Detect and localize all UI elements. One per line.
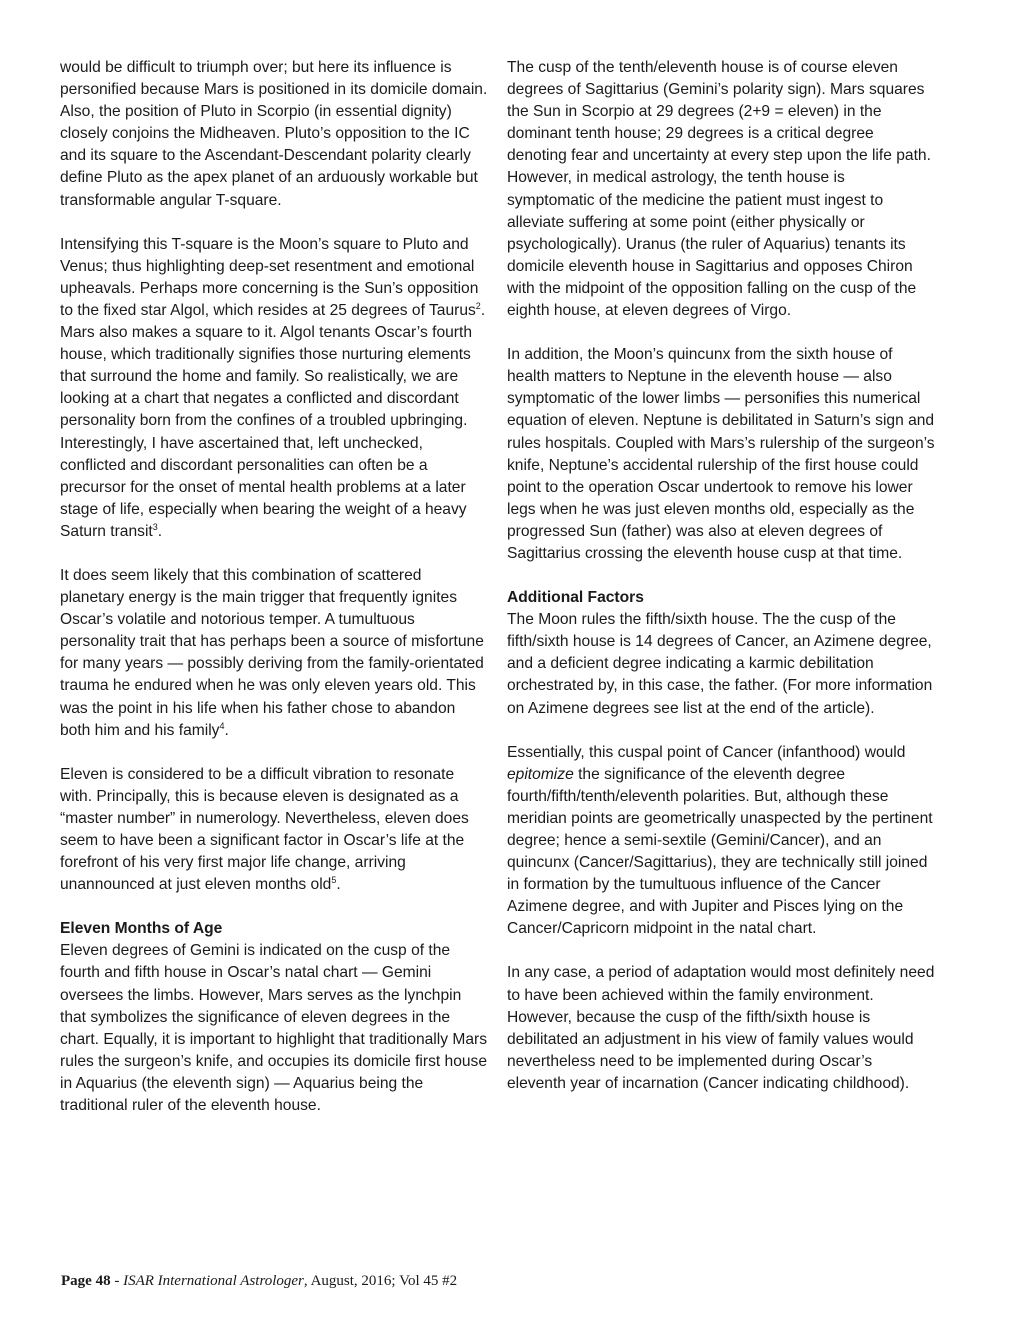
footnote-ref: 3 — [152, 521, 158, 532]
paragraph: The Moon rules the fifth/sixth house. The the cusp of the fifth/sixth house is 14 degrees of Cancer, an Azimene degree, and a deficient degree indicating a karmic debilitation orchestrated by, in this case, the father. (For more information on Azimene degrees see list at the end of the article). — [507, 611, 933, 717]
text-run: . — [157, 522, 163, 540]
section-heading: Additional Factors — [507, 589, 644, 607]
text-run: Intensifying this T-square is the Moon’s square to Pluto and Venus; thus highlighting deep-set resentment and emotional upheavals. Perhaps more concerning is the Sun’s opposition to the fixed star Algol, which resides at 25 degrees of Taurus — [60, 235, 479, 319]
text-run: . — [224, 721, 229, 739]
text-run: Essentially, this cuspal point of Cancer (infanthood) would — [507, 743, 906, 761]
page-footer — [61, 1273, 457, 1290]
left-column — [60, 57, 488, 1117]
text-run: . Mars also makes a square to it. Algol tenants Oscar’s fourth house, which traditionally signifies those nurturing elements that surround the home and family. So realistically, we are looking at a chart that negates a conflicted and discordant personality born from the confines of a troubled upbringing. Interestingly, I have ascertained that, left unchecked, conflicted and discordant personalities can often be a precursor for the onset of mental health problems at a later stage of life, especially when bearing the weight of a heavy Saturn transit — [60, 301, 486, 540]
text-run: . — [336, 876, 341, 894]
text-run: Eleven is considered to be a difficult vibration to resonate with. Principally, this is because eleven is designated as a “master number” in numerology. Nevertheless, eleven does seem to have been a significant factor in Oscar’s life at the forefront of his very first major life change, arriving unannounced at just eleven months old — [60, 765, 469, 894]
paragraph — [60, 764, 488, 897]
footer-separator: - — [110, 1273, 124, 1289]
section-heading: Eleven Months of Age — [60, 920, 223, 938]
footnote-ref: 2 — [475, 300, 481, 311]
paragraph: In addition, the Moon’s quincunx from the sixth house of health matters to Neptune in the eleventh house — also symptomatic of the lower limbs — personifies this numerical equation of eleven. Neptune is debilitated in Saturn’s sign and rules hospitals. Coupled with Mars’s rulership of the surgeon’s knife, Neptune’s accidental rulership of the first house could point to the operation Oscar undertook to remove his lower legs when he was just eleven months old, especially as the progressed Sun (father) was also at eleven degrees of Sagittarius crossing the eleventh house cusp at that time. — [507, 346, 935, 562]
text-run: It does seem likely that this combination of scattered planetary energy is the main trigger that frequently ignites Oscar’s volatile and notorious temper. A tumultuous personality trait that has perhaps been a source of misfortune for many years — possibly deriving from the family-orientated trauma he endured when he was only eleven years old. This was the point in his life when his father chose to abandon both him and his family — [60, 566, 484, 739]
issue-info: , August, 2016; Vol 45 #2 — [303, 1273, 458, 1289]
publication-name: ISAR International Astrologer — [123, 1273, 304, 1289]
right-column — [507, 57, 935, 1095]
paragraph: In any case, a period of adaptation would most definitely need to have been achieved within the family environment. However, because the cusp of the fifth/sixth house is debilitated an adjustment in his view of family values would nevertheless need to be implemented during Oscar’s eleventh year of incarnation (Cancer indicating childhood). — [507, 964, 935, 1092]
page-number: Page 48 — [61, 1273, 111, 1289]
emphasis: epitomize — [507, 765, 574, 783]
paragraph: The cusp of the tenth/eleventh house is of course eleven degrees of Sagittarius (Gemini’s polarity sign). Mars squares the Sun in Scorpio at 29 degrees (2+9 = eleven) in the dominant tenth house; 29 degrees is a critical degree denoting fear and uncertainty at every step upon the life path. However, in medical astrology, the tenth house is symptomatic of the medicine the patient must ingest to alleviate suffering at some point (either physically or psychologically). Uranus (the ruler of Aquarius) tenants its domicile eleventh house in Sagittarius and opposes Chiron with the midpoint of the opposition falling on the cusp of the eighth house, at eleven degrees of Virgo. — [507, 59, 931, 320]
paragraph — [60, 234, 488, 543]
text-run: the significance of the eleventh degree fourth/fifth/tenth/eleventh polarities. But, although these meridian points are geometrically unaspected by the pertinent degree; hence a semi-sextile (Gemini/Cancer), and an quincunx (Cancer/Sagittarius), they are technically still joined in formation by the tumultuous influence of the Cancer Azimene degree, and with Jupiter and Pisces lying on the Cancer/Capricorn midpoint in the natal chart. — [507, 765, 933, 938]
paragraph — [60, 565, 488, 742]
paragraph: Eleven degrees of Gemini is indicated on the cusp of the fourth and fifth house in Oscar’s natal chart — Gemini oversees the limbs. However, Mars serves as the lynchpin that symbolizes the significance of eleven degrees in the chart. Equally, it is important to highlight that traditionally Mars rules the surgeon’s knife, and occupies its domicile first house in Aquarius (the eleventh sign) — Aquarius being the traditional ruler of the eleventh house. — [60, 942, 488, 1115]
footnote-ref: 4 — [219, 720, 225, 731]
footnote-ref: 5 — [331, 875, 337, 885]
paragraph — [507, 742, 935, 941]
paragraph: would be difficult to triumph over; but here its influence is personified because Mars is positioned in its domicile domain. Also, the position of Pluto in Scorpio (in essential dignity) closely conjoins the Midheaven. Pluto’s opposition to the IC and its square to the Ascendant-Descendant polarity clearly define Pluto as the apex planet of an arduously workable but transformable angular T-square. — [60, 59, 488, 209]
